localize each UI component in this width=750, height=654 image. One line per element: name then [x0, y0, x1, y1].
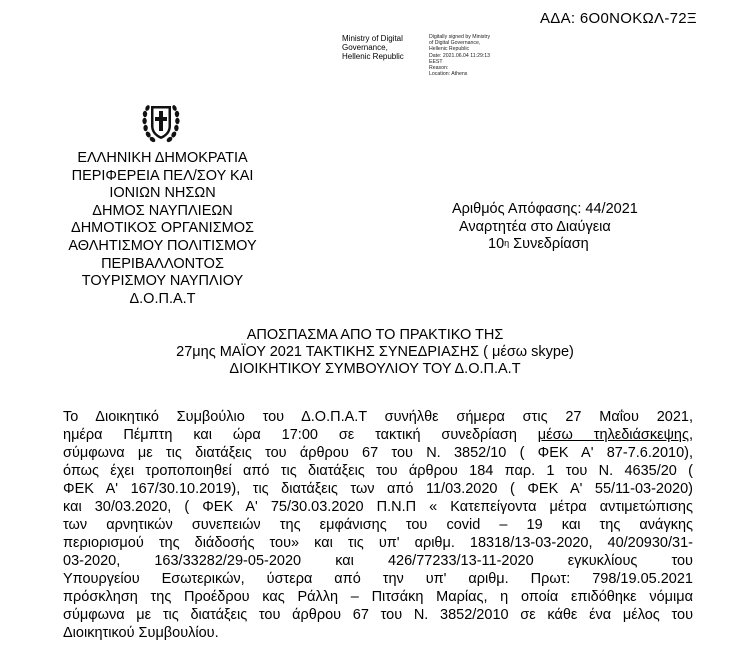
decision-number: Αριθμός Απόφασης: 44/2021 — [452, 201, 638, 217]
issuer-line: ΔΗΜΟΤΙΚΟΣ ΟΡΓΑΝΙΣΜΟΣ — [71, 220, 254, 237]
signature-org-line: Hellenic Republic — [342, 52, 404, 61]
issuer-line: Δ.Ο.Π.Α.Τ — [129, 290, 196, 307]
body-paragraph — [63, 408, 693, 642]
body-line-text: ημέρα Πέμπτη και ώρα 17:00 σε τακτική συνεδρίαση — [63, 427, 538, 443]
issuer-line: ΙΟΝΙΩΝ ΝΗΣΩΝ — [109, 185, 216, 202]
issuer-line: ΑΘΛΗΤΙΣΜΟΥ ΠΟΛΙΤΙΣΜΟΥ — [68, 237, 257, 254]
body-line: σύμφωνα με τις διατάξεις του άρθρου 67 του Ν. 3852/2010 σε κάθε ένα μέλος του — [63, 607, 693, 623]
signature-organization — [342, 34, 404, 61]
body-line: πρόσκληση της Προέδρου κας Ράλλη – Πιτσάκη Μαρίας, η οποία επιδόθηκε νόμιμα — [63, 589, 693, 605]
body-line: όπως έχει τροποποιηθεί από τις διατάξεις του άρθρου 184 παρ. 1 του Ν. 4635/20 ( — [63, 463, 693, 479]
ada-code: ΑΔΑ: 6Ο0ΝΟΚΩΛ-72Ξ — [540, 10, 697, 27]
issuer-line: ΕΛΛΗΝΙΚΗ ΔΗΜΟΚΡΑΤΙΑ — [77, 150, 248, 166]
greek-coat-of-arms-icon — [142, 100, 180, 144]
body-line: ΦΕΚ Α' 167/30.10.2019), τις διατάξεις των από 11/03.2020 ( ΦΕΚ Α' 55/11-03-2020) — [63, 481, 693, 497]
issuer-line: ΠΕΡΙΦΕΡΕΙΑ ΠΕΛ/ΣΟΥ ΚΑΙ — [71, 167, 254, 184]
body-line: και 30/03.2020, ( ΦΕΚ Α' 75/30.03.2020 Π.Ν.Π « Κατεπείγοντα μέτρα αντιμετώπισης — [63, 499, 693, 515]
body-line: 03-2020, 163/33282/29-05-2020 και 426/77233/13-11-2020 εγκυκλίους του — [63, 553, 693, 569]
session-ordinal: 10 — [488, 236, 505, 252]
issuer-line: ΠΕΡΙΒΑΛΛΟΝΤΟΣ — [101, 255, 224, 272]
body-line: Διοικητικού Συμβουλίου. — [63, 625, 219, 641]
signature-details — [429, 34, 490, 77]
signature-detail-line: Date: 2021.06.04 11:29:13 — [429, 52, 491, 59]
issuer-line: ΔΗΜΟΣ ΝΑΥΠΛΙΕΩΝ — [92, 202, 233, 219]
heading-line: 27μης ΜΑΪΟΥ 2021 ΤΑΚΤΙΚΗΣ ΣΥΝΕΔΡΙΑΣΗΣ ( μέσω skype) — [176, 343, 574, 360]
issuer-line: ΤΟΥΡΙΣΜΟΥ ΝΑΥΠΛΙΟΥ — [81, 273, 244, 290]
decision-info — [452, 201, 638, 254]
signature-detail-line: of Digital Governance, — [429, 40, 481, 47]
heading-line: ΑΠΟΣΠΑΣΜΑ ΑΠΟ ΤΟ ΠΡΑΚΤΙΚΟ ΤΗΣ — [246, 327, 504, 343]
signature-org-line: Ministry of Digital — [342, 34, 403, 43]
issuer-block — [55, 150, 270, 308]
signature-detail-line: EEST — [429, 58, 443, 65]
document-heading — [0, 327, 750, 377]
heading-line: ΔΙΟΙΚΗΤΙΚΟΥ ΣΥΜΒΟΥΛΙΟΥ ΤΟΥ Δ.Ο.Π.Α.Τ — [229, 360, 521, 377]
body-line: Το Διοικητικό Συμβούλιο του Δ.Ο.Π.Α.Τ συνήλθε σήμερα στις 27 Μαΐου 2021, — [63, 409, 693, 425]
signature-detail-line: Location: Athens — [429, 71, 468, 78]
signature-org-line: Governance, — [342, 43, 388, 52]
underlined-text: μέσω τηλεδιάσκεψης, — [537, 427, 693, 443]
body-line: σύμφωνα με τις διατάξεις του άρθρου 67 του Ν. 3852/10 ( ΦΕΚ Α' 87-7.6.2010), — [63, 445, 693, 461]
body-line — [63, 426, 693, 444]
body-line: Υπουργείου Εσωτερικών, ύστερα από την υπ' αριθμ. Πρωτ: 798/19.05.2021 — [63, 571, 693, 587]
session-ordinal-suffix: η — [504, 238, 510, 248]
signature-detail-line: Hellenic Republic — [429, 46, 470, 53]
diavgeia-posting: Αναρτητέα στο Διαύγεια — [459, 218, 611, 235]
signature-detail-line: Digitally signed by Ministry — [429, 34, 491, 40]
signature-detail-line: Reason: — [429, 65, 449, 72]
session-number — [452, 236, 638, 254]
body-line: των αρνητικών συνεπειών της εμφάνισης του covid – 19 και της ανάγκης — [63, 517, 693, 533]
body-line: περιορισμού της διάδοσής του» και τις υπ' αριθμ. 18318/13-03-2020, 40/20930/31- — [63, 535, 693, 551]
session-label: Συνεδρίαση — [509, 236, 589, 252]
